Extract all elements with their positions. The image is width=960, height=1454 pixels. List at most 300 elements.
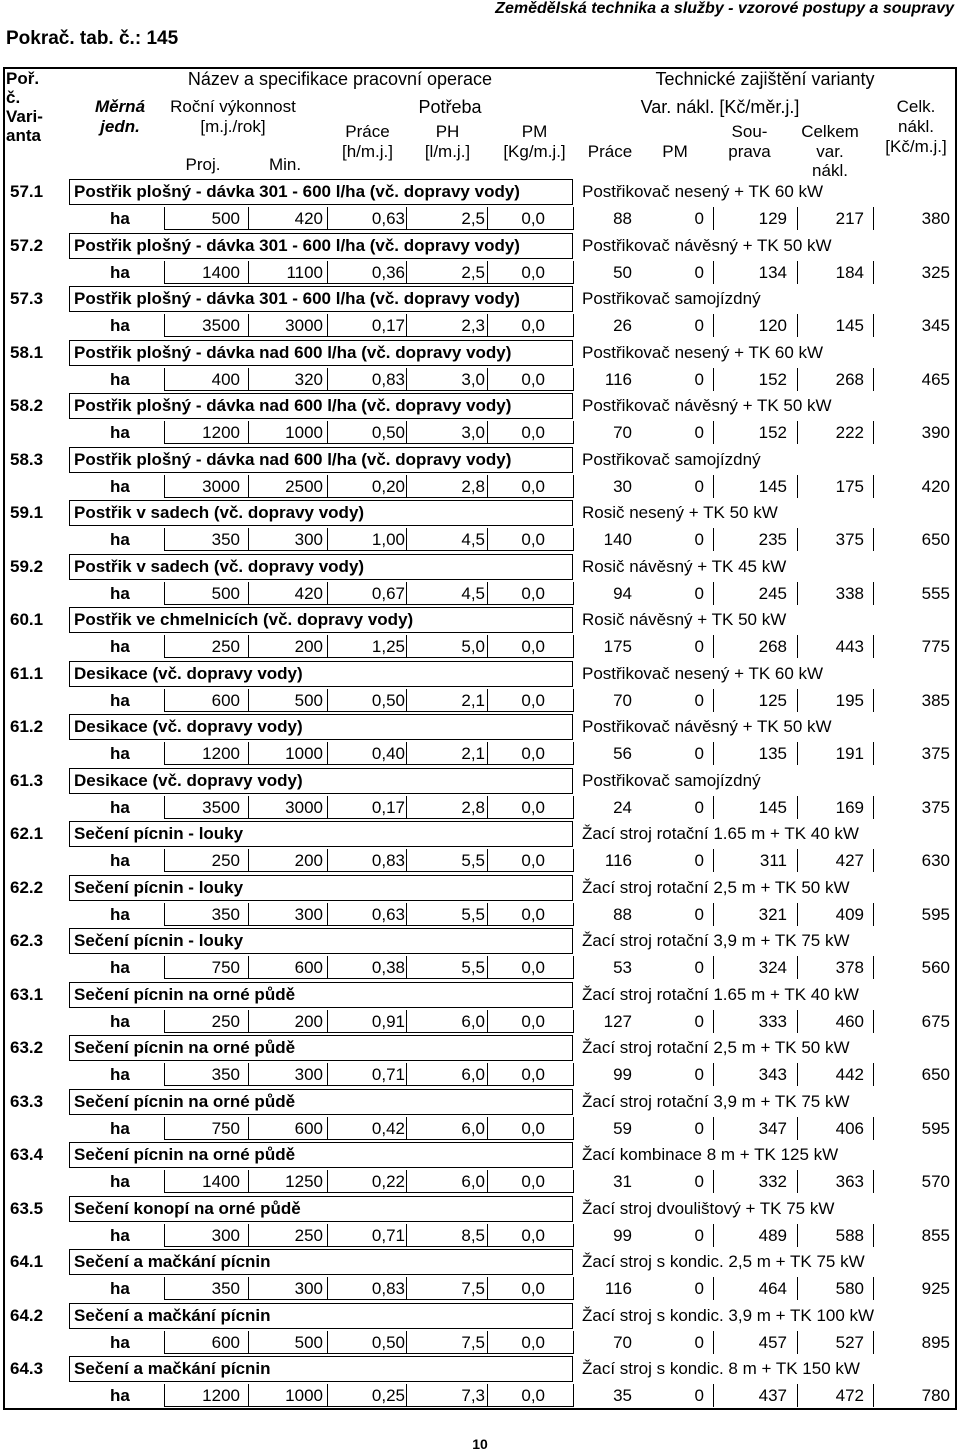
- cell-work: 0,36: [371, 262, 405, 282]
- header-unit-1: Měrná: [94, 97, 146, 116]
- cell-divider: [797, 1384, 798, 1407]
- cell-min: 3000: [285, 797, 323, 817]
- cell-pm: 0,0: [521, 530, 545, 549]
- cell-set: 245: [758, 583, 787, 603]
- row-rule: [164, 1353, 574, 1354]
- cell-divider: [487, 796, 488, 819]
- cell-divider: [406, 1331, 407, 1354]
- technical-setup: Postřikovač samojízdný: [582, 449, 761, 469]
- cell-divider: [248, 582, 249, 605]
- cell-divider: [164, 314, 165, 337]
- cell-total-var: 580: [835, 1279, 864, 1298]
- cell-divider: [487, 421, 488, 444]
- cell-divider: [327, 956, 328, 979]
- cell-var-pm: 0: [694, 744, 704, 763]
- cell-divider: [164, 1063, 165, 1086]
- cell-var-pm: 0: [694, 1011, 704, 1031]
- cell-divider: [487, 1063, 488, 1086]
- row-rule: [164, 1246, 574, 1247]
- cell-proj: 1200: [202, 423, 240, 442]
- cell-pm: 0,0: [521, 690, 545, 710]
- row-rule: [164, 1139, 574, 1140]
- cell-set: 145: [758, 797, 787, 817]
- cell-pm: 0,0: [521, 1279, 545, 1298]
- cell-var-work: 140: [603, 530, 632, 549]
- cell-pm: 0,0: [521, 1118, 545, 1138]
- cell-divider: [873, 207, 874, 230]
- cell-divider: [327, 635, 328, 658]
- cell-divider: [713, 742, 714, 765]
- cell-divider: [406, 528, 407, 551]
- cell-divider: [713, 956, 714, 979]
- cell-divider: [797, 742, 798, 765]
- cell-divider: [873, 368, 874, 391]
- cell-pm: 0,0: [521, 637, 545, 656]
- cell-min: 3000: [285, 316, 323, 335]
- cell-total-cost: 675: [921, 1011, 950, 1031]
- cell-divider: [248, 1063, 249, 1086]
- cell-divider: [487, 1331, 488, 1354]
- cell-divider: [573, 1010, 574, 1033]
- cell-divider: [487, 1170, 488, 1193]
- operation-name: Postřik plošný - dávka 301 - 600 l/ha (vč. dopravy vody): [74, 289, 520, 308]
- operation-name: Sečení pícnin - louky: [74, 824, 244, 843]
- cell-total-cost: 555: [921, 583, 950, 603]
- cell-var-work: 24: [613, 797, 632, 817]
- cell-min: 2500: [285, 476, 323, 496]
- header-total-var-2: var.: [816, 142, 844, 161]
- cell-var-pm: 0: [694, 958, 704, 977]
- cell-divider: [327, 1117, 328, 1140]
- cell-divider: [797, 1277, 798, 1300]
- technical-setup: Žací stroj rotační 3,9 m + TK 75 kW: [582, 931, 850, 950]
- row-unit: ha: [110, 1279, 130, 1298]
- technical-setup: Rosič návěsný + TK 45 kW: [582, 556, 787, 576]
- cell-divider: [327, 903, 328, 926]
- cell-divider: [713, 1010, 714, 1033]
- cell-pm: 0,0: [521, 797, 545, 817]
- cell-total-var: 375: [835, 530, 864, 549]
- cell-total-var: 222: [835, 423, 864, 442]
- cell-divider: [873, 849, 874, 872]
- cell-divider: [164, 742, 165, 765]
- cell-divider: [713, 207, 714, 230]
- cell-total-var: 588: [835, 1225, 864, 1245]
- operation-name: Sečení a mačkání pícnin: [74, 1252, 271, 1271]
- cell-pm: 0,0: [521, 1172, 545, 1191]
- cell-divider: [248, 475, 249, 498]
- cell-divider: [713, 582, 714, 605]
- cell-work: 0,50: [371, 1332, 405, 1352]
- cell-total-var: 527: [835, 1332, 864, 1352]
- cell-proj: 300: [211, 1225, 240, 1245]
- cell-total-var: 378: [835, 958, 864, 977]
- cell-divider: [713, 475, 714, 498]
- cell-min: 420: [294, 583, 323, 603]
- row-rule: [164, 390, 574, 391]
- cell-divider: [406, 635, 407, 658]
- cell-divider: [248, 1117, 249, 1140]
- row-rule: [164, 1032, 574, 1033]
- cell-var-pm: 0: [694, 583, 704, 603]
- cell-divider: [487, 368, 488, 391]
- row-id: 62.1: [10, 824, 44, 843]
- cell-divider: [327, 689, 328, 712]
- cell-total-var: 427: [835, 851, 864, 870]
- cell-divider: [713, 1117, 714, 1140]
- technical-setup: Žací stroj rotační 3,9 m + TK 75 kW: [582, 1091, 850, 1111]
- cell-proj: 400: [211, 369, 240, 389]
- cell-divider: [487, 261, 488, 284]
- cell-proj: 500: [211, 209, 240, 228]
- cell-total-cost: 385: [921, 690, 950, 710]
- row-rule: [164, 1192, 574, 1193]
- cell-var-pm: 0: [694, 1332, 704, 1352]
- operation-name: Sečení pícnin - louky: [74, 931, 244, 950]
- row-id: 64.2: [10, 1305, 44, 1325]
- cell-var-work: 70: [613, 690, 632, 710]
- cell-set: 120: [758, 316, 787, 335]
- cell-divider: [487, 528, 488, 551]
- cell-ph: 3,0: [461, 369, 485, 389]
- cell-divider: [248, 903, 249, 926]
- cell-work: 0,25: [371, 1386, 405, 1405]
- cell-proj: 1200: [202, 1386, 240, 1405]
- cell-divider: [573, 582, 574, 605]
- header-min: Min.: [268, 155, 302, 174]
- row-unit: ha: [110, 209, 130, 228]
- row-rule: [164, 229, 574, 230]
- cell-proj: 250: [211, 851, 240, 870]
- row-rule: [164, 1299, 574, 1300]
- cell-divider: [164, 1010, 165, 1033]
- cell-divider: [327, 1063, 328, 1086]
- cell-min: 300: [294, 530, 323, 549]
- row-unit: ha: [110, 904, 130, 924]
- cell-pm: 0,0: [521, 1225, 545, 1245]
- operation-name: Sečení pícnin na orné půdě: [74, 984, 296, 1004]
- cell-divider: [248, 261, 249, 284]
- cell-proj: 3500: [202, 797, 240, 817]
- cell-divider: [873, 1170, 874, 1193]
- cell-total-cost: 595: [921, 1118, 950, 1138]
- cell-work: 0,67: [371, 583, 405, 603]
- cell-var-work: 127: [603, 1011, 632, 1031]
- cell-var-pm: 0: [694, 369, 704, 389]
- technical-setup: Postřikovač návěsný + TK 50 kW: [582, 717, 832, 736]
- cell-var-pm: 0: [694, 316, 704, 335]
- cell-proj: 3000: [202, 476, 240, 496]
- row-id: 63.1: [10, 984, 44, 1004]
- cell-total-var: 338: [835, 583, 864, 603]
- cell-divider: [797, 849, 798, 872]
- cell-divider: [573, 1277, 574, 1300]
- cell-proj: 600: [211, 690, 240, 710]
- cell-pm: 0,0: [521, 209, 545, 228]
- cell-divider: [487, 849, 488, 872]
- row-id: 61.1: [10, 663, 44, 683]
- cell-divider: [487, 1224, 488, 1247]
- cell-work: 0,63: [371, 904, 405, 924]
- cell-divider: [327, 849, 328, 872]
- cell-divider: [406, 689, 407, 712]
- cell-total-cost: 345: [921, 316, 950, 335]
- header-var-pm: PM: [662, 142, 688, 161]
- cell-work: 0,83: [371, 1279, 405, 1298]
- cell-divider: [713, 1170, 714, 1193]
- cell-min: 600: [294, 1118, 323, 1138]
- cell-divider: [713, 368, 714, 391]
- cell-work: 0,20: [371, 476, 405, 496]
- cell-divider: [713, 421, 714, 444]
- header-total-var-3: nákl.: [812, 161, 848, 180]
- row-id: 59.2: [10, 556, 44, 576]
- cell-min: 1250: [285, 1172, 323, 1191]
- cell-divider: [164, 849, 165, 872]
- row-rule: [164, 657, 574, 658]
- cell-divider: [406, 1117, 407, 1140]
- cell-divider: [327, 582, 328, 605]
- cell-divider: [797, 1063, 798, 1086]
- row-id: 58.3: [10, 449, 44, 469]
- cell-divider: [248, 1170, 249, 1193]
- cell-divider: [164, 1384, 165, 1407]
- cell-work: 0,71: [371, 1225, 405, 1245]
- header-ph-unit: [l/m.j.]: [424, 142, 471, 161]
- cell-divider: [573, 261, 574, 284]
- row-rule: [164, 1085, 574, 1086]
- cell-divider: [248, 742, 249, 765]
- cell-ph: 2,5: [461, 262, 485, 282]
- row-id: 63.5: [10, 1198, 44, 1218]
- cell-work: 0,22: [371, 1172, 405, 1191]
- cell-divider: [873, 903, 874, 926]
- cell-divider: [487, 1117, 488, 1140]
- cell-pm: 0,0: [521, 744, 545, 763]
- cell-divider: [327, 1010, 328, 1033]
- cell-divider: [406, 903, 407, 926]
- cell-set: 152: [758, 423, 787, 442]
- row-unit: ha: [110, 476, 130, 496]
- cell-min: 420: [294, 209, 323, 228]
- row-rule: [164, 1406, 574, 1407]
- cell-total-var: 184: [835, 262, 864, 282]
- cell-ph: 2,3: [461, 316, 485, 335]
- cell-min: 1000: [285, 423, 323, 442]
- cell-total-var: 175: [835, 476, 864, 496]
- cell-pm: 0,0: [521, 1065, 545, 1084]
- cell-divider: [573, 903, 574, 926]
- cell-total-var: 443: [835, 637, 864, 656]
- row-unit: ha: [110, 583, 130, 603]
- header-operation-name: Název a specifikace pracovní operace: [187, 69, 493, 89]
- cell-min: 250: [294, 1225, 323, 1245]
- cell-var-work: 116: [604, 1279, 632, 1298]
- cell-work: 0,38: [371, 958, 405, 977]
- cell-var-work: 116: [604, 369, 632, 389]
- cell-divider: [873, 1063, 874, 1086]
- cell-var-work: 26: [613, 316, 632, 335]
- cell-divider: [713, 1277, 714, 1300]
- row-rule: [164, 604, 574, 605]
- cell-var-work: 50: [613, 262, 632, 282]
- operation-name: Postřik plošný - dávka nad 600 l/ha (vč. dopravy vody): [74, 396, 512, 415]
- cell-total-var: 191: [835, 744, 864, 763]
- cell-divider: [164, 796, 165, 819]
- cell-divider: [873, 956, 874, 979]
- cell-divider: [873, 314, 874, 337]
- cell-var-pm: 0: [694, 476, 704, 496]
- cell-divider: [797, 475, 798, 498]
- cell-divider: [873, 1277, 874, 1300]
- cell-min: 300: [294, 904, 323, 924]
- header-por-4: anta: [6, 126, 41, 145]
- cell-divider: [406, 475, 407, 498]
- cell-var-pm: 0: [694, 904, 704, 924]
- cell-divider: [164, 475, 165, 498]
- cell-divider: [797, 796, 798, 819]
- cell-divider: [248, 1224, 249, 1247]
- row-unit: ha: [110, 690, 130, 710]
- cell-work: 0,71: [371, 1065, 405, 1084]
- cell-pm: 0,0: [521, 476, 545, 496]
- cell-divider: [573, 742, 574, 765]
- technical-setup: Žací stroj rotační 2,5 m + TK 50 kW: [582, 1038, 850, 1057]
- cell-work: 0,63: [371, 209, 405, 228]
- cell-divider: [248, 528, 249, 551]
- cell-divider: [713, 314, 714, 337]
- cell-total-cost: 570: [921, 1172, 950, 1191]
- cell-divider: [573, 368, 574, 391]
- header-total-cost-1: Celk.: [896, 97, 936, 116]
- row-id: 62.2: [10, 877, 44, 897]
- cell-total-cost: 325: [921, 262, 950, 282]
- cell-divider: [164, 528, 165, 551]
- cell-divider: [406, 1063, 407, 1086]
- cell-total-cost: 775: [921, 637, 950, 656]
- cell-divider: [797, 207, 798, 230]
- cell-divider: [164, 261, 165, 284]
- row-unit: ha: [110, 797, 130, 817]
- cell-min: 500: [294, 690, 323, 710]
- header-total-cost-3: [Kč/m.j.]: [885, 137, 947, 156]
- cell-divider: [406, 1277, 407, 1300]
- cell-divider: [573, 314, 574, 337]
- cell-total-cost: 855: [921, 1225, 950, 1245]
- cell-proj: 350: [211, 1279, 240, 1298]
- header-technical: Technické zajištění varianty: [655, 69, 875, 89]
- cell-divider: [487, 1010, 488, 1033]
- cell-divider: [164, 1170, 165, 1193]
- cell-set: 464: [758, 1279, 787, 1298]
- row-id: 58.2: [10, 396, 44, 415]
- cell-divider: [487, 582, 488, 605]
- cell-ph: 6,0: [461, 1118, 485, 1138]
- cell-divider: [873, 475, 874, 498]
- cell-divider: [873, 261, 874, 284]
- row-rule: [164, 497, 574, 498]
- cell-total-var: 195: [835, 690, 864, 710]
- row-unit: ha: [110, 1118, 130, 1138]
- cell-divider: [327, 314, 328, 337]
- cell-divider: [573, 849, 574, 872]
- cell-divider: [487, 689, 488, 712]
- cell-min: 300: [294, 1065, 323, 1084]
- operation-name: Postřik plošný - dávka nad 600 l/ha (vč. dopravy vody): [74, 449, 512, 469]
- cell-divider: [797, 1331, 798, 1354]
- cell-divider: [406, 582, 407, 605]
- cell-divider: [797, 314, 798, 337]
- cell-divider: [164, 207, 165, 230]
- cell-min: 200: [294, 851, 323, 870]
- operation-name: Sečení konopí na orné půdě: [74, 1198, 301, 1218]
- cell-divider: [164, 1224, 165, 1247]
- row-unit: ha: [110, 1065, 130, 1084]
- cell-divider: [573, 1331, 574, 1354]
- cell-total-var: 145: [835, 316, 864, 335]
- operation-name: Sečení a mačkání pícnin: [74, 1305, 271, 1325]
- cell-divider: [487, 742, 488, 765]
- operation-name: Sečení a mačkání pícnin: [74, 1359, 271, 1378]
- cell-divider: [573, 1170, 574, 1193]
- cell-divider: [713, 261, 714, 284]
- cell-set: 268: [758, 637, 787, 656]
- cell-divider: [164, 368, 165, 391]
- cell-divider: [327, 368, 328, 391]
- cell-divider: [487, 475, 488, 498]
- cell-divider: [164, 689, 165, 712]
- cell-total-var: 268: [835, 369, 864, 389]
- cell-divider: [248, 689, 249, 712]
- cell-divider: [713, 849, 714, 872]
- cell-divider: [797, 1170, 798, 1193]
- cell-divider: [248, 796, 249, 819]
- technical-setup: Žací stroj rotační 1.65 m + TK 40 kW: [582, 984, 859, 1004]
- row-unit: ha: [110, 1386, 130, 1405]
- cell-divider: [248, 635, 249, 658]
- cell-divider: [873, 528, 874, 551]
- cell-divider: [797, 582, 798, 605]
- technical-setup: Žací stroj s kondic. 2,5 m + TK 75 kW: [582, 1252, 865, 1271]
- cell-total-cost: 650: [921, 1065, 950, 1084]
- page-header-title: Zemědělská technika a služby - vzorové postupy a soupravy: [495, 0, 954, 17]
- cell-divider: [248, 849, 249, 872]
- cell-proj: 3500: [202, 316, 240, 335]
- cell-divider: [873, 796, 874, 819]
- cell-ph: 5,5: [461, 958, 485, 977]
- cell-divider: [406, 1224, 407, 1247]
- cell-ph: 2,8: [461, 797, 485, 817]
- cell-total-var: 472: [835, 1386, 864, 1405]
- technical-setup: Rosič nesený + TK 50 kW: [582, 503, 778, 522]
- row-rule: [164, 443, 574, 444]
- row-id: 63.2: [10, 1038, 44, 1057]
- cell-divider: [406, 742, 407, 765]
- cell-set: 129: [758, 209, 787, 228]
- cell-var-pm: 0: [694, 797, 704, 817]
- cell-divider: [713, 1331, 714, 1354]
- cell-divider: [797, 956, 798, 979]
- cell-divider: [573, 1384, 574, 1407]
- cell-ph: 8,5: [461, 1225, 485, 1245]
- cell-pm: 0,0: [521, 958, 545, 977]
- cell-var-work: 70: [613, 423, 632, 442]
- cell-set: 235: [758, 530, 787, 549]
- header-var-work: Práce: [587, 142, 633, 161]
- cell-divider: [406, 796, 407, 819]
- cell-set: 134: [758, 262, 787, 282]
- cell-pm: 0,0: [521, 851, 545, 870]
